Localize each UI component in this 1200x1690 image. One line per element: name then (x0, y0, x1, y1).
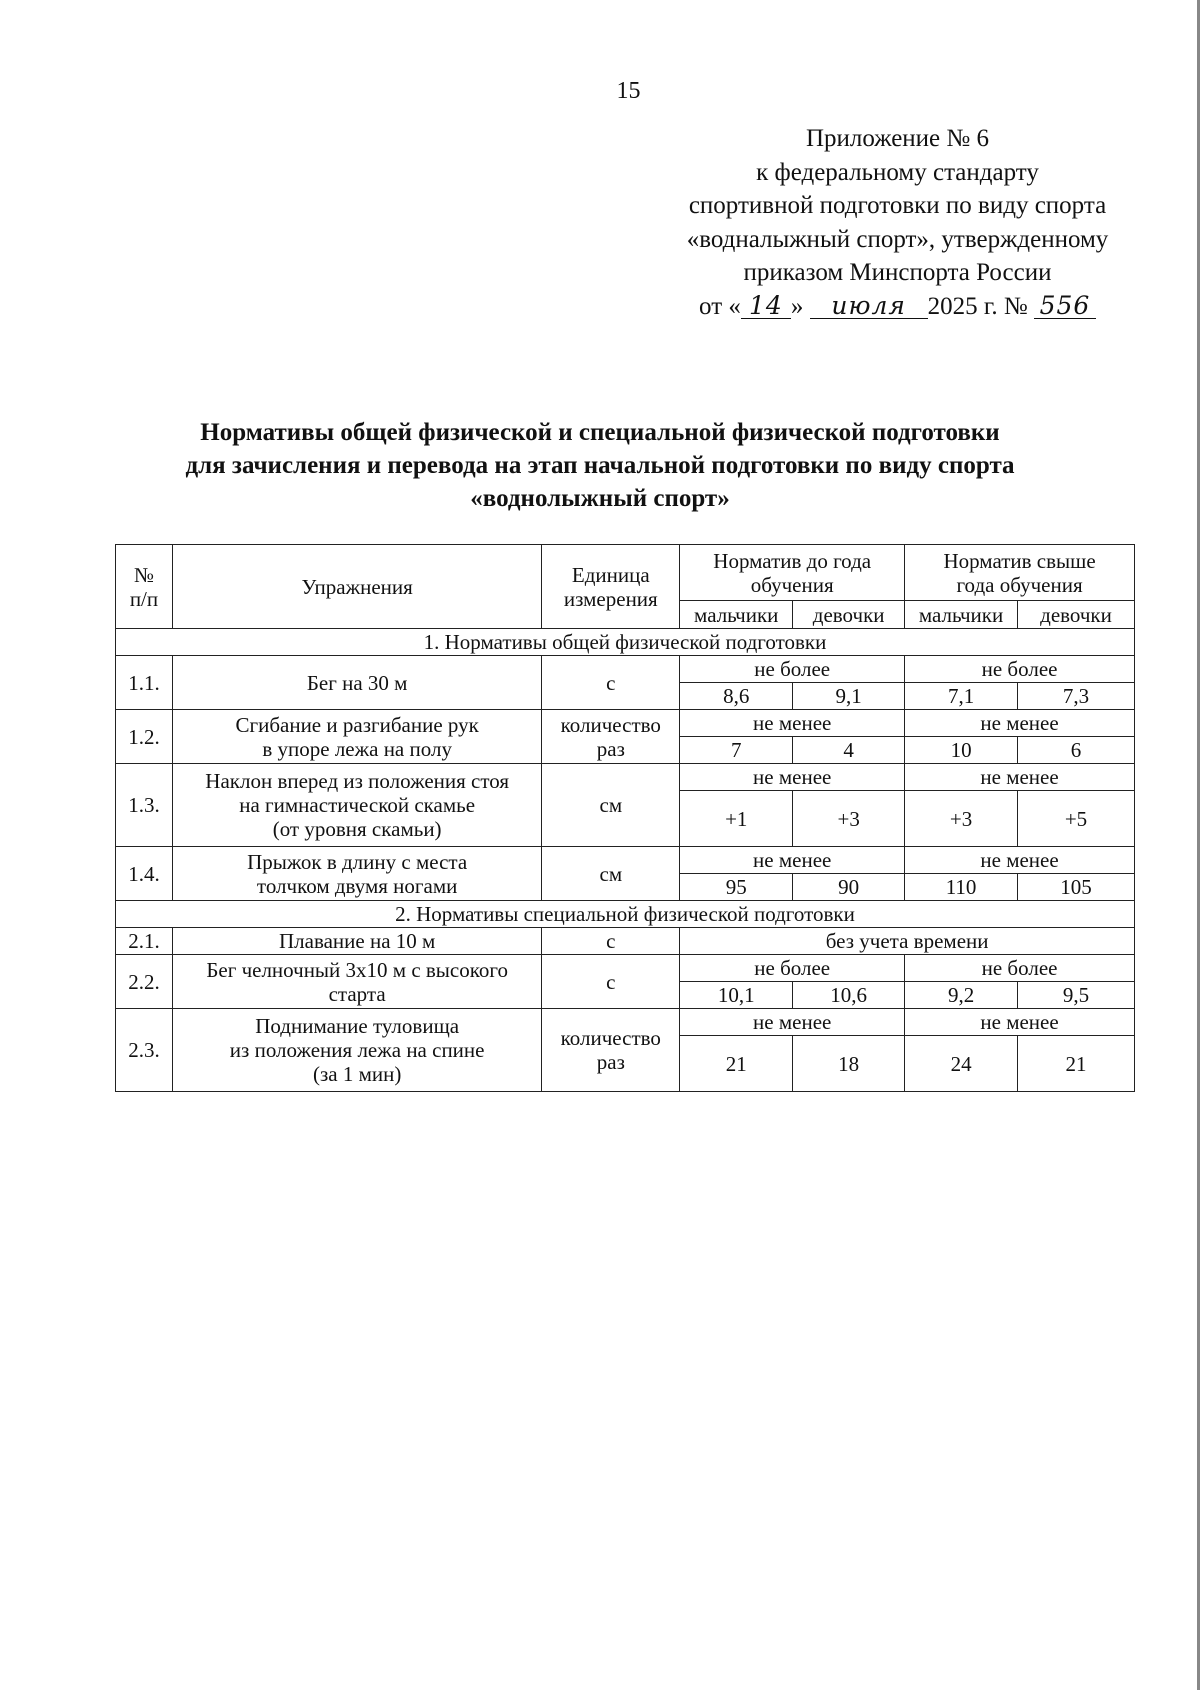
row-value: 6 (1018, 737, 1135, 764)
table-row (116, 928, 1135, 955)
header-row (116, 545, 1135, 601)
handwritten-order-number: 556 (1034, 294, 1096, 319)
row-unit: с (542, 928, 680, 955)
row-condition: не менее (905, 710, 1135, 737)
header-unit: Единица измерения (542, 545, 680, 629)
row-value: 24 (905, 1036, 1018, 1092)
row-value: 10,1 (680, 982, 793, 1009)
date-prefix: от « (699, 292, 741, 320)
header-group-first-year: Норматив до года обучения (680, 545, 905, 601)
row-num: 2.3. (116, 1009, 173, 1092)
row-value: 110 (905, 874, 1018, 901)
appendix-block (640, 122, 1155, 323)
row-value: 105 (1018, 874, 1135, 901)
appendix-line: спортивной подготовки по виду спорта (688, 192, 1107, 219)
row-value: 9,5 (1018, 982, 1135, 1009)
date-mid: » (790, 292, 804, 320)
row-num: 1.2. (116, 710, 173, 764)
row-exercise: Бег челночный 3х10 м с высокого старта (172, 955, 541, 1009)
row-condition: не менее (905, 764, 1135, 791)
norms-table (115, 544, 1135, 1092)
row-value: 21 (1018, 1036, 1135, 1092)
row-condition: не более (905, 955, 1135, 982)
table-row (116, 764, 1135, 791)
row-condition: не менее (905, 847, 1135, 874)
row-note: без учета времени (680, 928, 1135, 955)
row-num: 2.1. (116, 928, 173, 955)
row-value: +3 (793, 791, 905, 847)
section-title: 1. Нормативы общей физической подготовки (116, 629, 1135, 656)
row-condition: не менее (680, 1009, 905, 1036)
row-value: +5 (1018, 791, 1135, 847)
row-unit: см (542, 847, 680, 901)
title-line: Нормативы общей физической и специальной физической подготовки (200, 419, 1000, 446)
section-row (116, 629, 1135, 656)
document-title (100, 416, 1100, 515)
row-condition: не более (905, 656, 1135, 683)
header-girls: девочки (1018, 601, 1135, 629)
section-title: 2. Нормативы специальной физической подготовки (116, 901, 1135, 928)
order-date-line (640, 290, 1155, 324)
row-unit: см (542, 764, 680, 847)
row-condition: не менее (680, 710, 905, 737)
row-exercise: Прыжок в длину с места толчком двумя ногами (172, 847, 541, 901)
row-value: 7,3 (1018, 683, 1135, 710)
row-condition: не более (680, 656, 905, 683)
row-value: 90 (793, 874, 905, 901)
row-value: +3 (905, 791, 1018, 847)
appendix-line: «водналыжный спорт», утвержденному (686, 225, 1109, 253)
row-unit: с (542, 656, 680, 710)
header-group-after-first-year: Норматив свыше года обучения (905, 545, 1135, 601)
header-boys: мальчики (680, 601, 793, 629)
table-row (116, 710, 1135, 737)
row-value: 10,6 (793, 982, 905, 1009)
row-value: 4 (793, 737, 905, 764)
row-num: 1.3. (116, 764, 173, 847)
table-row (116, 1009, 1135, 1036)
appendix-line: Приложение № 6 (805, 125, 990, 152)
row-exercise: Плавание на 10 м (172, 928, 541, 955)
row-num: 1.1. (116, 656, 173, 710)
table-row (116, 656, 1135, 683)
title-line: «воднолыжный спорт» (470, 485, 730, 512)
row-unit: с (542, 955, 680, 1009)
row-unit: количество раз (542, 1009, 680, 1092)
row-value: 9,1 (793, 683, 905, 710)
row-num: 2.2. (116, 955, 173, 1009)
row-value: 18 (793, 1036, 905, 1092)
row-value: +1 (680, 791, 793, 847)
page-number: 15 (616, 78, 641, 104)
header-boys: мальчики (905, 601, 1018, 629)
year-label: 2025 г. № (927, 292, 1028, 320)
row-exercise: Поднимание туловища из положения лежа на спине (за 1 мин) (172, 1009, 541, 1092)
appendix-line: к федеральному стандарту (756, 158, 1039, 186)
row-value: 10 (905, 737, 1018, 764)
header-exercise: Упражнения (172, 545, 541, 629)
row-value: 95 (680, 874, 793, 901)
handwritten-day: 14 (741, 294, 791, 319)
row-exercise: Сгибание и разгибание рук в упоре лежа на полу (172, 710, 541, 764)
row-value: 9,2 (905, 982, 1018, 1009)
row-condition: не менее (680, 764, 905, 791)
title-line: для зачисления и перевода на этап начальной подготовки по виду спорта (185, 452, 1015, 479)
header-num: № п/п (116, 545, 173, 629)
row-condition: не менее (680, 847, 905, 874)
row-num: 1.4. (116, 847, 173, 901)
appendix-line: приказом Минспорта России (743, 259, 1052, 286)
row-exercise: Наклон вперед из положения стоя на гимнастической скамье (от уровня скамьи) (172, 764, 541, 847)
handwritten-month: июля (810, 294, 928, 319)
table-row (116, 847, 1135, 874)
row-value: 21 (680, 1036, 793, 1092)
header-girls: девочки (793, 601, 905, 629)
row-condition: не менее (905, 1009, 1135, 1036)
section-row (116, 901, 1135, 928)
row-value: 7 (680, 737, 793, 764)
table-row (116, 955, 1135, 982)
row-exercise: Бег на 30 м (172, 656, 541, 710)
row-unit: количество раз (542, 710, 680, 764)
row-condition: не более (680, 955, 905, 982)
row-value: 8,6 (680, 683, 793, 710)
row-value: 7,1 (905, 683, 1018, 710)
